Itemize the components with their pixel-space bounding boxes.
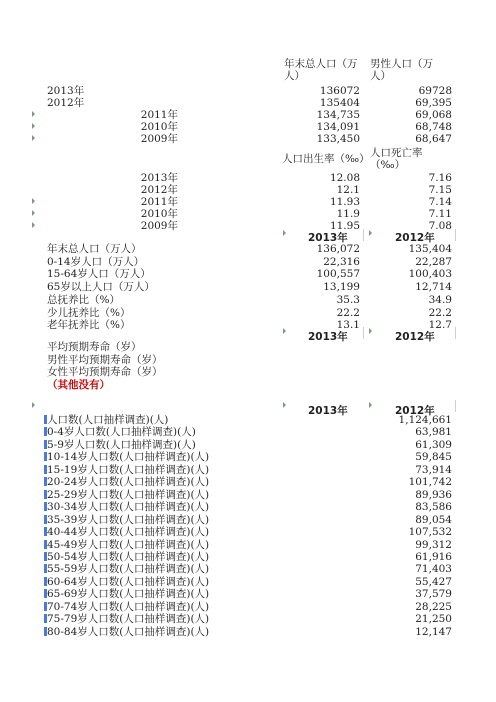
row-label-year: 2013年 xyxy=(140,172,178,184)
cell-value-2012: 135,404 xyxy=(408,243,452,255)
cell-value-2013: 136,072 xyxy=(316,243,360,255)
cell-value-2013: 13.1 xyxy=(336,319,360,332)
cell-indicator-icon xyxy=(32,198,35,204)
column-divider xyxy=(363,229,364,241)
cell-death-rate: 7.16 xyxy=(428,172,452,184)
row-label-year: 2013年 xyxy=(47,85,85,97)
cell-value-2013: 35.3 xyxy=(336,293,360,306)
cell-value-2012: 59,845 xyxy=(415,451,452,464)
row-label-indicator: 年末总人口（万人） xyxy=(47,243,142,255)
cell-death-rate: 7.08 xyxy=(428,219,452,232)
row-label-age-group: 45-49岁人口数(人口抽样调查)(人) xyxy=(47,538,210,551)
row-label-age-group: 50-54岁人口数(人口抽样调查)(人) xyxy=(47,550,210,563)
cell-value-2012: 73,914 xyxy=(415,463,452,476)
cell-birth-rate: 11.9 xyxy=(336,207,360,220)
cell-indicator-icon xyxy=(283,402,286,408)
header-male-population: 男性人口（万人） xyxy=(370,58,433,82)
row-label-indicator: 少儿抚养比（%） xyxy=(47,306,131,319)
row-label-age-group: 20-24岁人口数(人口抽样调查)(人) xyxy=(47,476,210,489)
cell-value-2012: 12,714 xyxy=(415,281,452,294)
note-none-other: （其他没有） xyxy=(47,379,110,391)
header-death-rate: 人口死亡率（‰） xyxy=(370,147,423,171)
header-year-2013: 2013年 xyxy=(308,232,348,244)
cell-value-2013: 22,316 xyxy=(323,255,360,268)
row-label-age-group: 60-64岁人口数(人口抽样调查)(人) xyxy=(47,575,210,588)
cell-birth-rate: 11.93 xyxy=(329,195,360,208)
row-label-age-group: 75-79岁人口数(人口抽样调查)(人) xyxy=(47,613,210,626)
cell-value-2012: 28,225 xyxy=(415,600,452,613)
column-divider xyxy=(455,400,456,412)
cell-male-population: 68,748 xyxy=(415,120,452,133)
cell-value-2013: 13,199 xyxy=(323,281,360,294)
row-label-age-group: 40-44岁人口数(人口抽样调查)(人) xyxy=(47,526,210,539)
cell-value-2012: 37,579 xyxy=(415,588,452,601)
row-label-age-group: 80-84岁人口数(人口抽样调查)(人) xyxy=(47,625,210,638)
row-label-year: 2010年 xyxy=(140,207,178,220)
row-label-age-group: 人口数(人口抽样调查)(人) xyxy=(47,414,169,426)
cell-indicator-icon xyxy=(32,135,35,141)
row-label-year: 2011年 xyxy=(140,195,178,208)
row-label-age-group: 30-34岁人口数(人口抽样调查)(人) xyxy=(47,501,210,514)
cell-birth-rate: 12.08 xyxy=(329,172,360,184)
cell-birth-rate: 11.95 xyxy=(329,219,360,232)
cell-value-2013: 100,557 xyxy=(316,268,360,281)
cell-total-population: 133,450 xyxy=(316,132,360,145)
cell-value-2012: 34.9 xyxy=(428,293,452,306)
row-label-age-group: 10-14岁人口数(人口抽样调查)(人) xyxy=(47,451,210,464)
row-label-age-group: 0-4岁人口数(人口抽样调查)(人) xyxy=(47,426,196,439)
column-divider xyxy=(455,327,456,339)
cell-total-population: 136072 xyxy=(319,85,360,97)
row-label-life-expectancy: 女性平均预期寿命（岁） xyxy=(47,366,163,379)
row-label-life-expectancy: 男性平均预期寿命（岁） xyxy=(47,353,163,366)
header-year-2013: 2013年 xyxy=(308,331,348,343)
row-label-age-group: 5-9岁人口数(人口抽样调查)(人) xyxy=(47,438,196,451)
cell-indicator-icon xyxy=(283,328,286,334)
cell-value-2012: 83,586 xyxy=(415,501,452,514)
row-label-indicator: 15-64岁人口（万人） xyxy=(47,268,151,281)
row-label-age-group: 70-74岁人口数(人口抽样调查)(人) xyxy=(47,600,210,613)
cell-value-2012: 22.2 xyxy=(428,306,452,319)
cell-value-2012: 99,312 xyxy=(415,538,452,551)
cell-value-2012: 12.7 xyxy=(428,319,452,332)
row-label-year: 2009年 xyxy=(140,219,178,232)
row-label-age-group: 15-19岁人口数(人口抽样调查)(人) xyxy=(47,463,210,476)
header-year-2012: 2012年 xyxy=(395,331,435,343)
cell-value-2012: 71,403 xyxy=(415,563,452,576)
header-year-2012: 2012年 xyxy=(395,232,435,244)
cell-death-rate: 7.11 xyxy=(428,207,452,220)
cell-indicator-icon xyxy=(32,402,35,408)
cell-male-population: 69,068 xyxy=(415,108,452,121)
cell-indicator-icon xyxy=(32,210,35,216)
row-label-year: 2012年 xyxy=(47,96,85,109)
cell-value-2012: 89,054 xyxy=(415,513,452,526)
cell-total-population: 135404 xyxy=(319,96,360,109)
cell-total-population: 134,735 xyxy=(316,108,360,121)
column-divider xyxy=(455,229,456,241)
cell-birth-rate: 12.1 xyxy=(336,183,360,196)
row-label-year: 2009年 xyxy=(140,132,178,145)
cell-indicator-icon xyxy=(369,230,372,236)
cell-value-2012: 89,936 xyxy=(415,488,452,501)
cell-total-population: 134,091 xyxy=(316,120,360,133)
row-label-indicator: 65岁以上人口（万人） xyxy=(47,281,155,294)
cell-value-2012: 61,916 xyxy=(415,550,452,563)
cell-value-2012: 100,403 xyxy=(408,268,452,281)
header-birth-rate: 人口出生率（‰） xyxy=(282,153,370,165)
cell-indicator-icon xyxy=(369,328,372,334)
row-label-indicator: 0-14岁人口（万人） xyxy=(47,255,145,268)
header-total-population: 年末总人口（万人） xyxy=(284,58,358,82)
row-label-year: 2011年 xyxy=(140,108,178,121)
row-label-age-group: 35-39岁人口数(人口抽样调查)(人) xyxy=(47,513,210,526)
cell-value-2012: 55,427 xyxy=(415,575,452,588)
cell-value-2012: 21,250 xyxy=(415,613,452,626)
cell-death-rate: 7.14 xyxy=(428,195,452,208)
row-label-indicator: 总抚养比（%） xyxy=(47,293,120,306)
cell-indicator-icon xyxy=(32,123,35,129)
cell-value-2012: 22,287 xyxy=(415,255,452,268)
cell-value-2012: 1,124,661 xyxy=(398,414,452,426)
cell-male-population: 68,647 xyxy=(415,132,452,145)
cell-indicator-icon xyxy=(32,111,35,117)
column-divider xyxy=(363,327,364,339)
cell-indicator-icon xyxy=(283,230,286,236)
cell-value-2012: 63,981 xyxy=(415,426,452,439)
cell-value-2013: 22.2 xyxy=(336,306,360,319)
header-year-2013: 2013年 xyxy=(308,405,348,417)
cell-death-rate: 7.15 xyxy=(428,183,452,196)
row-label-life-expectancy: 平均预期寿命（岁） xyxy=(47,341,142,353)
row-label-year: 2012年 xyxy=(140,183,178,196)
cell-indicator-icon xyxy=(32,222,35,228)
row-label-indicator: 老年抚养比（%） xyxy=(47,319,131,332)
cell-value-2012: 61,309 xyxy=(415,438,452,451)
row-label-age-group: 25-29岁人口数(人口抽样调查)(人) xyxy=(47,488,210,501)
cell-male-population: 69728 xyxy=(418,85,452,97)
header-year-2012: 2012年 xyxy=(395,405,435,417)
cell-value-2012: 107,532 xyxy=(408,526,452,539)
row-label-age-group: 55-59岁人口数(人口抽样调查)(人) xyxy=(47,563,210,576)
cell-value-2012: 101,742 xyxy=(408,476,452,489)
cell-value-2012: 12,147 xyxy=(415,625,452,638)
row-label-age-group: 65-69岁人口数(人口抽样调查)(人) xyxy=(47,588,210,601)
cell-indicator-icon xyxy=(369,402,372,408)
row-label-year: 2010年 xyxy=(140,120,178,133)
cell-male-population: 69,395 xyxy=(415,96,452,109)
